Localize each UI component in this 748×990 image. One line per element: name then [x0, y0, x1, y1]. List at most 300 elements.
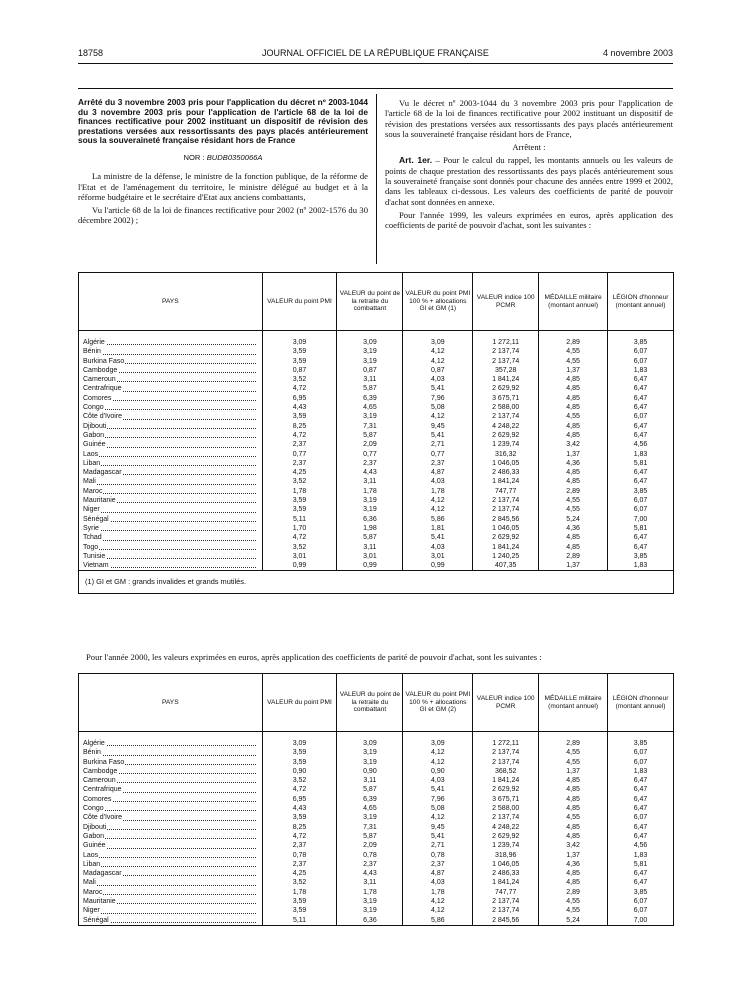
value-cell: 3 675,71 — [473, 795, 539, 804]
page-header — [78, 48, 673, 62]
value-cell: 2,71 — [403, 440, 473, 449]
value-cell: 4,85 — [539, 422, 608, 431]
value-cell: 6,07 — [608, 748, 674, 757]
nor-reference — [78, 153, 368, 163]
value-cell: 1 240,25 — [473, 552, 539, 561]
country-cell — [79, 758, 263, 767]
value-cell: 0,90 — [262, 767, 337, 776]
table-row — [79, 543, 674, 552]
value-cell: 4,55 — [539, 505, 608, 514]
col-header-retraite: VALEUR du point de la retraite du combattant — [337, 674, 403, 732]
preamble-ministers: La ministre de la défense, le ministre de la fonction publique, de la réforme de l'Etat et de l'aménagement du territoire, le ministre délégué au budget et à la réforme budgétaire et le secrétaire d'Etat aux anciens combattants, — [78, 171, 368, 202]
country-cell — [79, 505, 263, 514]
country-name: Comores — [83, 795, 112, 803]
value-cell: 3,42 — [539, 841, 608, 850]
value-cell: 6,07 — [608, 357, 674, 366]
value-cell: 4,85 — [539, 878, 608, 887]
table-row — [79, 860, 674, 869]
table-row — [79, 906, 674, 915]
value-cell: 5,41 — [403, 431, 473, 440]
value-cell: 3,19 — [337, 496, 403, 505]
value-cell: 5,87 — [337, 533, 403, 542]
value-cell: 1,83 — [608, 851, 674, 860]
col-header-pays: PAYS — [79, 674, 263, 732]
value-cell: 2,89 — [539, 487, 608, 496]
table-row — [79, 487, 674, 496]
country-cell — [79, 916, 263, 926]
value-cell: 1,78 — [337, 888, 403, 897]
table-row — [79, 897, 674, 906]
value-cell: 3,59 — [262, 897, 337, 906]
value-cell: 4,85 — [539, 804, 608, 813]
value-cell: 0,99 — [262, 561, 337, 571]
country-cell — [79, 785, 263, 794]
value-cell: 4,25 — [262, 468, 337, 477]
value-cell: 6,47 — [608, 776, 674, 785]
country-name: Cambodge — [83, 366, 118, 374]
country-cell — [79, 347, 263, 356]
value-cell: 5,41 — [403, 832, 473, 841]
value-cell: 2 629,92 — [473, 533, 539, 542]
value-cell: 3,85 — [608, 552, 674, 561]
country-name: Tchad — [83, 534, 102, 542]
value-cell: 0,77 — [403, 450, 473, 459]
value-cell: 0,77 — [262, 450, 337, 459]
country-name: Laos — [83, 851, 99, 859]
value-cell: 8,25 — [262, 823, 337, 832]
country-cell — [79, 338, 263, 347]
article-1-label: Art. 1er. — [399, 155, 433, 166]
table-row — [79, 916, 674, 926]
country-name: Centrafrique — [83, 786, 122, 794]
country-cell — [79, 739, 263, 748]
header-rule — [78, 63, 673, 64]
table-row — [79, 813, 674, 822]
country-name: Cameroun — [83, 777, 116, 785]
value-cell: 4,55 — [539, 758, 608, 767]
country-cell — [79, 468, 263, 477]
table-row — [79, 468, 674, 477]
table-row — [79, 366, 674, 375]
table-row — [79, 869, 674, 878]
value-cell: 4,03 — [403, 878, 473, 887]
country-name: Gabon — [83, 832, 105, 840]
value-cell: 4,85 — [539, 394, 608, 403]
value-cell: 2 137,74 — [473, 748, 539, 757]
country-name: Djibouti — [83, 422, 107, 430]
value-cell: 2,89 — [539, 338, 608, 347]
country-cell — [79, 384, 263, 393]
value-cell: 9,45 — [403, 422, 473, 431]
value-cell: 1,83 — [608, 561, 674, 571]
country-cell — [79, 878, 263, 887]
value-cell: 6,07 — [608, 906, 674, 915]
value-cell: 4,72 — [262, 785, 337, 794]
table-row — [79, 515, 674, 524]
country-cell — [79, 496, 263, 505]
table-row — [79, 357, 674, 366]
value-cell: 3,19 — [337, 758, 403, 767]
country-cell — [79, 860, 263, 869]
value-cell: 4,85 — [539, 823, 608, 832]
country-name: Côte d'Ivoire — [83, 814, 123, 822]
value-cell: 3,59 — [262, 748, 337, 757]
value-cell: 2 845,56 — [473, 916, 539, 926]
table-row — [79, 758, 674, 767]
value-cell: 6,39 — [337, 795, 403, 804]
country-name: Sénégal — [83, 916, 109, 924]
value-cell: 4,72 — [262, 832, 337, 841]
value-cell: 3,09 — [403, 739, 473, 748]
country-name: Vietnam — [83, 562, 109, 570]
value-cell: 2 137,74 — [473, 496, 539, 505]
value-cell: 6,07 — [608, 758, 674, 767]
value-cell: 3,09 — [262, 739, 337, 748]
col-header-pmi: VALEUR du point PMI — [262, 273, 337, 331]
country-cell — [79, 487, 263, 496]
value-cell: 4,36 — [539, 860, 608, 869]
article-1-text: – Pour le calcul du rappel, les montants annuels ou les valeurs de points de chaque prestation des ressortissants des pays placés antérieurement sous la souveraineté française sont donnés pour chacune des années entre 1999 et 2002, dans les tableaux ci-dessous. Les valeurs des coefficients de parité de pouvoir d'achat sont données en annexe. — [385, 155, 673, 207]
table-row — [79, 403, 674, 412]
value-cell: 0,99 — [337, 561, 403, 571]
country-cell — [79, 477, 263, 486]
value-cell: 3,85 — [608, 888, 674, 897]
value-cell: 6,07 — [608, 496, 674, 505]
value-cell: 1,83 — [608, 450, 674, 459]
value-cell: 4,43 — [262, 403, 337, 412]
footnote: (1) GI et GM : grands invalides et grands mutilés. — [79, 571, 674, 594]
value-cell: 4,43 — [337, 869, 403, 878]
country-name: Mauritanie — [83, 497, 116, 505]
value-cell: 2 588,00 — [473, 403, 539, 412]
value-cell: 3,59 — [262, 505, 337, 514]
value-cell: 4,12 — [403, 412, 473, 421]
value-cell: 7,00 — [608, 916, 674, 926]
value-cell: 2 629,92 — [473, 832, 539, 841]
value-cell: 3 675,71 — [473, 394, 539, 403]
value-cell: 5,41 — [403, 384, 473, 393]
decree-title: Arrêté du 3 novembre 2003 pris pour l'application du décret nº 2003-1044 du 3 novembre 2003 pris pour l'application de l'article 68 de la loi de finances rectificative pour 2002 instituant un dispositif de révision des prestations versées aux ressortissants des pays placés antérieurement sous la souveraineté française résidant hors de France — [78, 97, 368, 146]
value-cell: 1,83 — [608, 366, 674, 375]
table-row — [79, 795, 674, 804]
value-cell: 4,56 — [608, 841, 674, 850]
value-cell: 4,55 — [539, 906, 608, 915]
value-cell: 5,24 — [539, 515, 608, 524]
value-cell: 3,59 — [262, 758, 337, 767]
value-cell: 3,52 — [262, 878, 337, 887]
value-cell: 6,47 — [608, 543, 674, 552]
value-cell: 9,45 — [403, 823, 473, 832]
value-cell: 5,41 — [403, 785, 473, 794]
value-cell: 5,87 — [337, 785, 403, 794]
value-cell: 318,96 — [473, 851, 539, 860]
value-cell: 4,85 — [539, 431, 608, 440]
country-cell — [79, 543, 263, 552]
value-cell: 6,95 — [262, 795, 337, 804]
col-header-pmi: VALEUR du point PMI — [262, 674, 337, 732]
value-cell: 2,71 — [403, 841, 473, 850]
value-cell: 4 248,22 — [473, 422, 539, 431]
header-rule-lower — [78, 88, 673, 89]
value-cell: 3,19 — [337, 505, 403, 514]
value-cell: 4,85 — [539, 543, 608, 552]
country-cell — [79, 813, 263, 822]
value-cell: 3,09 — [337, 739, 403, 748]
value-cell: 316,32 — [473, 450, 539, 459]
table-row — [79, 878, 674, 887]
value-cell: 2,37 — [337, 459, 403, 468]
value-cell: 1 239,74 — [473, 841, 539, 850]
footnote-ref: (2) — [448, 706, 457, 714]
value-cell: 1 046,05 — [473, 459, 539, 468]
value-cell: 4,55 — [539, 813, 608, 822]
value-cell: 4,12 — [403, 813, 473, 822]
value-cell: 7,96 — [403, 795, 473, 804]
value-cell: 2 486,33 — [473, 468, 539, 477]
value-cell: 6,47 — [608, 785, 674, 794]
value-cell: 6,47 — [608, 477, 674, 486]
value-cell: 6,47 — [608, 533, 674, 542]
value-cell: 4,12 — [403, 357, 473, 366]
col-header-legion: LÉGION d'honneur (montant annuel) — [608, 674, 674, 732]
value-cell: 1,83 — [608, 767, 674, 776]
table-row — [79, 767, 674, 776]
value-cell: 2,89 — [539, 739, 608, 748]
value-cell: 5,81 — [608, 459, 674, 468]
value-cell: 0,87 — [337, 366, 403, 375]
article-1 — [385, 155, 673, 206]
value-cell: 1,78 — [403, 888, 473, 897]
value-cell: 6,47 — [608, 384, 674, 393]
country-cell — [79, 804, 263, 813]
country-cell — [79, 767, 263, 776]
value-cell: 6,47 — [608, 795, 674, 804]
page-number: 18758 — [78, 48, 104, 58]
value-cell: 2 137,74 — [473, 758, 539, 767]
country-cell — [79, 375, 263, 384]
value-cell: 4,85 — [539, 384, 608, 393]
country-cell — [79, 851, 263, 860]
table-row — [79, 440, 674, 449]
value-cell: 4,85 — [539, 533, 608, 542]
country-name: Laos — [83, 450, 99, 458]
value-cell: 4,85 — [539, 403, 608, 412]
value-cell: 5,11 — [262, 916, 337, 926]
value-cell: 3,19 — [337, 357, 403, 366]
value-cell: 5,86 — [403, 916, 473, 926]
value-cell: 4,85 — [539, 795, 608, 804]
value-cell: 1,78 — [337, 487, 403, 496]
value-cell: 2 486,33 — [473, 869, 539, 878]
value-cell: 1 272,11 — [473, 739, 539, 748]
value-cell: 6,47 — [608, 869, 674, 878]
value-cell: 3,59 — [262, 412, 337, 421]
value-cell: 0,87 — [403, 366, 473, 375]
value-cell: 7,31 — [337, 823, 403, 832]
value-cell: 3,11 — [337, 375, 403, 384]
value-cell: 6,47 — [608, 878, 674, 887]
value-cell: 3,01 — [403, 552, 473, 561]
value-cell: 4,87 — [403, 468, 473, 477]
col-header-pcmr: VALEUR indice 100 PCMR — [473, 273, 539, 331]
country-name: Côte d'Ivoire — [83, 413, 123, 421]
value-cell: 0,87 — [262, 366, 337, 375]
table-row — [79, 832, 674, 841]
value-cell: 3,19 — [337, 897, 403, 906]
value-cell: 1,37 — [539, 450, 608, 459]
value-cell: 4,85 — [539, 468, 608, 477]
table-row — [79, 347, 674, 356]
value-cell: 3,85 — [608, 739, 674, 748]
country-name: Comores — [83, 394, 112, 402]
country-cell — [79, 561, 263, 571]
value-cell: 6,95 — [262, 394, 337, 403]
value-cell: 1,78 — [262, 487, 337, 496]
table-row — [79, 505, 674, 514]
country-cell — [79, 515, 263, 524]
value-cell: 4,12 — [403, 906, 473, 915]
value-cell: 1 841,24 — [473, 477, 539, 486]
table-row — [79, 422, 674, 431]
value-cell: 4,55 — [539, 748, 608, 757]
table-row — [79, 776, 674, 785]
value-cell: 4 248,22 — [473, 823, 539, 832]
table-row — [79, 739, 674, 748]
country-name: Centrafrique — [83, 385, 122, 393]
value-cell: 0,90 — [403, 767, 473, 776]
value-cell: 747,77 — [473, 888, 539, 897]
value-cell: 3,19 — [337, 347, 403, 356]
value-cell: 4,43 — [262, 804, 337, 813]
country-name: Syrie — [83, 524, 99, 532]
value-cell: 4,03 — [403, 375, 473, 384]
country-name: Bénin — [83, 348, 101, 356]
value-cell: 3,42 — [539, 440, 608, 449]
value-cell: 368,52 — [473, 767, 539, 776]
country-cell — [79, 431, 263, 440]
value-cell: 6,47 — [608, 394, 674, 403]
table-row — [79, 851, 674, 860]
value-cell: 1,37 — [539, 767, 608, 776]
value-cell: 3,52 — [262, 776, 337, 785]
value-cell: 0,99 — [403, 561, 473, 571]
value-cell: 5,87 — [337, 431, 403, 440]
country-cell — [79, 888, 263, 897]
country-name: Togo — [83, 543, 99, 551]
value-cell: 5,81 — [608, 524, 674, 533]
value-cell: 3,11 — [337, 878, 403, 887]
value-cell: 4,65 — [337, 403, 403, 412]
table-row — [79, 552, 674, 561]
value-cell: 4,55 — [539, 347, 608, 356]
value-cell: 6,07 — [608, 347, 674, 356]
value-cell: 3,59 — [262, 347, 337, 356]
value-cell: 3,59 — [262, 496, 337, 505]
country-cell — [79, 357, 263, 366]
value-cell: 2,37 — [403, 459, 473, 468]
value-cell: 6,36 — [337, 515, 403, 524]
value-cell: 3,11 — [337, 477, 403, 486]
table-row — [79, 431, 674, 440]
table-row — [79, 888, 674, 897]
value-cell: 3,19 — [337, 813, 403, 822]
table-row — [79, 375, 674, 384]
value-cell: 3,52 — [262, 375, 337, 384]
col-header-pays: PAYS — [79, 273, 263, 331]
value-cell: 3,11 — [337, 543, 403, 552]
country-name: Guinée — [83, 842, 106, 850]
value-cell: 4,55 — [539, 496, 608, 505]
value-cell: 2,37 — [262, 860, 337, 869]
value-cell: 4,72 — [262, 533, 337, 542]
col-header-medaille: MÉDAILLE militaire (montant annuel) — [539, 674, 608, 732]
value-cell: 0,90 — [337, 767, 403, 776]
value-cell: 2 137,74 — [473, 813, 539, 822]
table-row — [79, 450, 674, 459]
value-cell: 6,39 — [337, 394, 403, 403]
value-cell: 4,85 — [539, 776, 608, 785]
country-cell — [79, 795, 263, 804]
value-cell: 6,47 — [608, 403, 674, 412]
table-row — [79, 496, 674, 505]
country-name: Niger — [83, 506, 100, 514]
country-name: Sénégal — [83, 515, 109, 523]
value-cell: 747,77 — [473, 487, 539, 496]
value-cell: 4,12 — [403, 748, 473, 757]
intro-1999: Pour l'année 1999, les valeurs exprimées en euros, après application des coefficients de parité de pouvoir d'achat, sont les suivantes : — [385, 209, 673, 231]
country-name: Madagascar — [83, 469, 122, 477]
value-cell: 1 841,24 — [473, 375, 539, 384]
country-name: Djibouti — [83, 823, 107, 831]
value-cell: 6,47 — [608, 823, 674, 832]
country-cell — [79, 776, 263, 785]
value-cell: 3,19 — [337, 906, 403, 915]
value-cell: 1 272,11 — [473, 338, 539, 347]
value-cell: 1 841,24 — [473, 878, 539, 887]
table-header-row — [79, 674, 674, 732]
value-cell: 1 841,24 — [473, 543, 539, 552]
country-cell — [79, 459, 263, 468]
value-cell: 3,01 — [337, 552, 403, 561]
value-cell: 7,31 — [337, 422, 403, 431]
value-cell: 3,09 — [262, 338, 337, 347]
value-cell: 5,08 — [403, 804, 473, 813]
country-name: Congo — [83, 404, 104, 412]
value-cell: 2,89 — [539, 552, 608, 561]
country-name: Mali — [83, 879, 96, 887]
col-header-medaille: MÉDAILLE militaire (montant annuel) — [539, 273, 608, 331]
value-cell: 4,85 — [539, 785, 608, 794]
arretent: Arrêtent : — [512, 142, 546, 153]
nor-code: BUDB0350066A — [206, 152, 263, 162]
value-cell: 2,37 — [403, 860, 473, 869]
value-cell: 4,85 — [539, 375, 608, 384]
country-name: Algérie — [83, 740, 105, 747]
value-cell: 357,28 — [473, 366, 539, 375]
value-cell: 1,98 — [337, 524, 403, 533]
nor-label: NOR : — [183, 152, 207, 162]
value-cell: 5,24 — [539, 916, 608, 926]
value-cell: 3,09 — [337, 338, 403, 347]
value-cell: 4,55 — [539, 357, 608, 366]
value-cell: 4,87 — [403, 869, 473, 878]
value-cell: 6,47 — [608, 468, 674, 477]
value-cell: 407,35 — [473, 561, 539, 571]
value-cell: 1,37 — [539, 561, 608, 571]
table-row — [79, 748, 674, 757]
table-row — [79, 524, 674, 533]
value-cell: 7,00 — [608, 515, 674, 524]
